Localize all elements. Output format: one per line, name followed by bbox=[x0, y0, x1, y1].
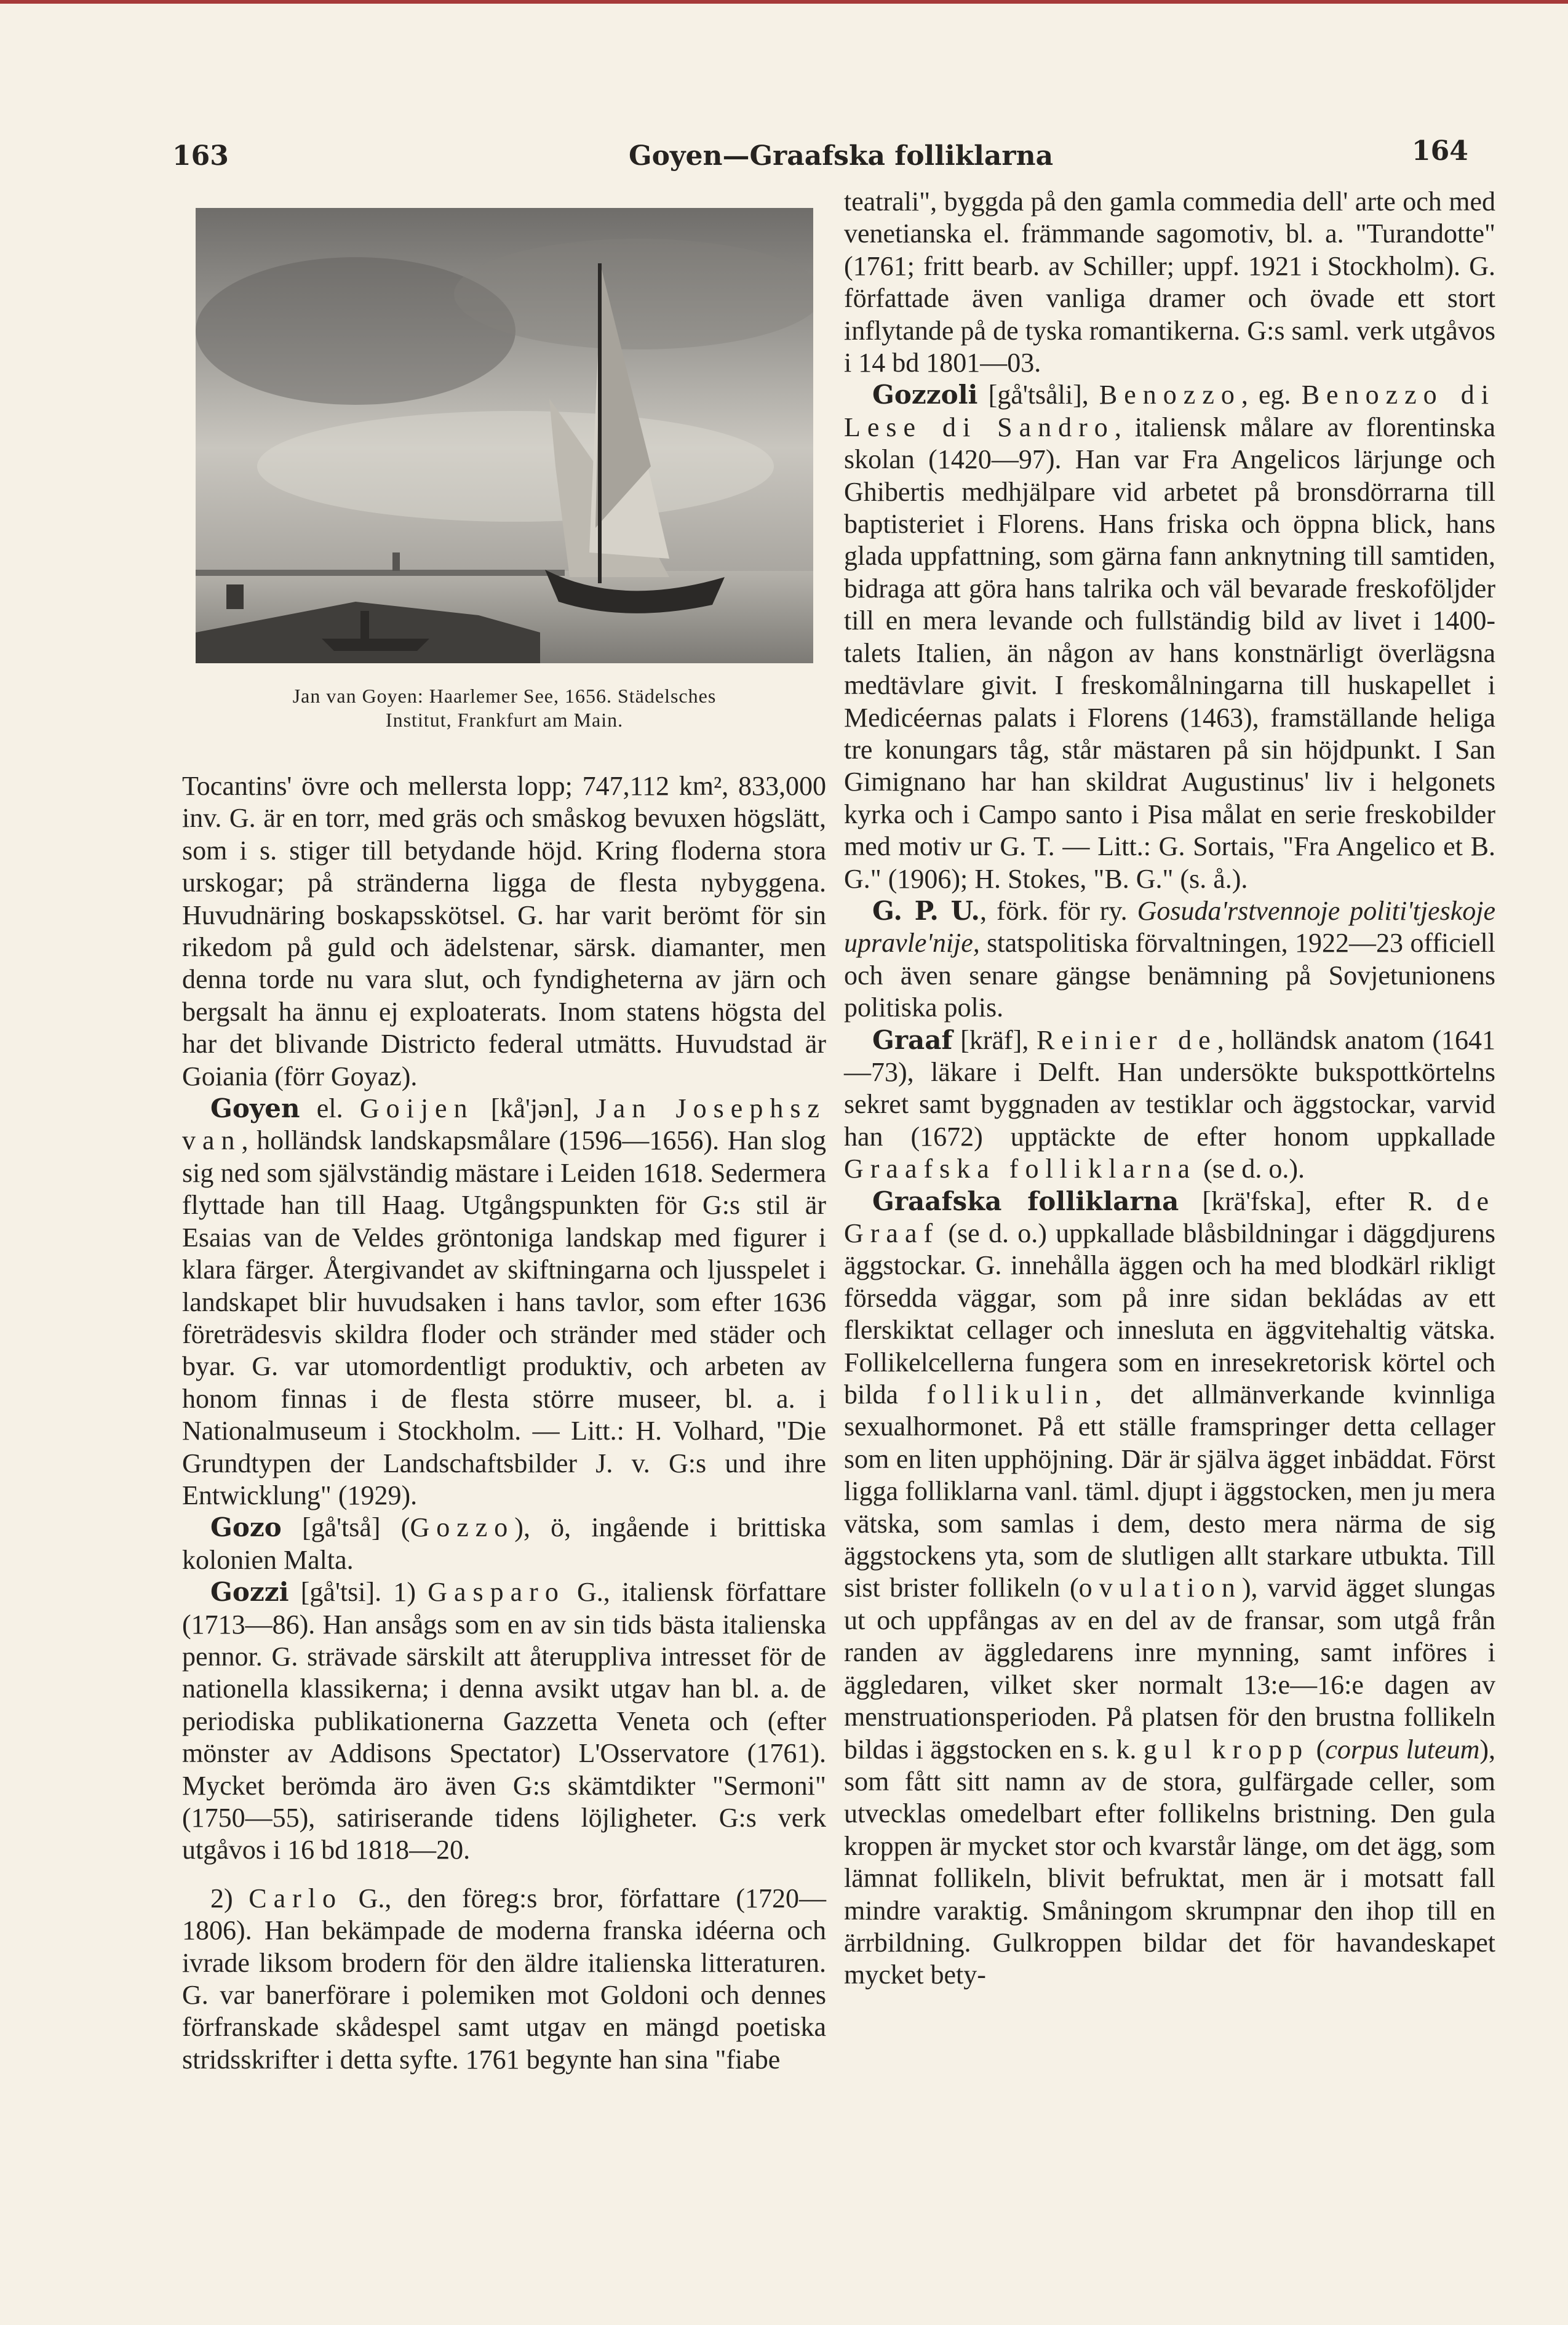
entry-text: , holländsk anatom (1641—73), läkare i Delft. Han undersökte bukspottkörtelns sekret samt byggnaden av testiklar och äggstockar, varvid han (1672) upptäckte de efter honom uppkallade bbox=[844, 1024, 1496, 1152]
entry-paragraph bbox=[182, 1576, 826, 1867]
entry-text: [gå'tsåli], bbox=[977, 380, 1099, 410]
page-top-border bbox=[0, 0, 1568, 4]
spaced-name: Benozzo bbox=[1099, 380, 1241, 410]
spaced-name: Jan Josephsz van bbox=[182, 1093, 826, 1156]
entry-text: [kräf], bbox=[952, 1024, 1037, 1055]
caption-line-1: Jan van Goyen: Haarlemer See, 1656. Städelsches bbox=[292, 685, 717, 707]
entry-paragraph bbox=[844, 379, 1495, 895]
spaced-name: follikulin bbox=[926, 1379, 1096, 1410]
entry-text: Tocantins' övre och mellersta lopp; 747,112 km², 833,000 inv. G. är en torr, med gräs och småskog bevuxen högslätt, som i s. stiger till betydande höjd. Kring floderna stora urskogar; på stränderna ligga de flesta nybyggena. Huvudnäring boskapsskötsel. G. har varit berömt för sin rikedom på guld och ädelstenar, särsk. diamanter, men denna torde nu vara slut, och fyndigheterna av järn och bergsalt ha ännu ej exploaterats. Inom statens högsta del har det blivande Districto federal utmätts. Huvudstad är Goiania (förr Goyaz). bbox=[182, 771, 826, 1091]
headword: Graaf bbox=[872, 1024, 953, 1055]
spaced-name: Benozzo di Lese di Sandro bbox=[844, 380, 1495, 442]
page-number-right: 164 bbox=[1412, 135, 1468, 167]
headword: Gozo bbox=[210, 1512, 282, 1543]
left-text-column bbox=[182, 770, 826, 2076]
entry-paragraph bbox=[844, 1186, 1495, 1992]
entry-text: ), som fått sitt namn av de stora, gulfärgade celler, som utvecklas omedelbart efter follikelns bristning. Den gula kroppen är mycket stor och kvarstår länge, om det ägg, som lämnat follikeln, blivit befruktat, men är i motsatt fall mindre varaktig. Småningom skrumpnar den ihop till en ärrbildning. Gulkroppen bildar det för havandeskapet mycket bety- bbox=[844, 1734, 1495, 1990]
spaced-name: Gasparo bbox=[428, 1577, 565, 1608]
entry-text: , förk. för ry. bbox=[980, 895, 1137, 926]
entry-text: ), ö, ingående i brittiska kolonien Malta. bbox=[182, 1512, 826, 1575]
spaced-name: Carlo bbox=[249, 1883, 343, 1913]
entry-paragraph bbox=[844, 186, 1495, 379]
entry-paragraph bbox=[182, 770, 826, 1093]
headword: Gozzoli bbox=[872, 380, 978, 410]
spaced-name: gul kropp bbox=[1143, 1734, 1310, 1765]
painting-sailboat bbox=[196, 208, 813, 663]
entry-paragraph bbox=[182, 1883, 826, 2076]
entry-paragraph bbox=[182, 1512, 826, 1576]
headword: Gozzi bbox=[210, 1577, 289, 1608]
entry-text: G., den föreg:s bror, författare (1720—1806). Han bekämpade de moderna franska idéerna och ivrade liksom brodern för den äldre italienska litteraturen. G. var banerförare i polemiken mot Goldoni och dennes förfranskade skådespel samt utgav en mängd poetiska stridsskrifter i detta syfte. 1761 begynte han sina "fiabe bbox=[182, 1883, 827, 2075]
figure-painting bbox=[196, 208, 813, 663]
entry-text: 2) bbox=[210, 1883, 249, 1913]
spaced-name: Gozzo bbox=[410, 1512, 515, 1543]
spaced-name: Graafska folliklarna bbox=[844, 1154, 1197, 1184]
entry-paragraph bbox=[182, 1093, 826, 1512]
entry-text: G., italiensk författare (1713—86). Han ansågs som en av sin tids bästa italienska pennor. G. strävade särskilt att återuppliva intresset för de nationella klassikerna; i denna avsikt utgav han bl. a. de periodiska publikationerna Gazzetta Veneta och (efter mönster av Addisons Spectator) L'Osservatore (1761). Mycket berömda äro även G:s skämtdikter "Sermoni" (1750—55), satiriserande tidens löjligheter. G:s verk utgåvos i 16 bd 1818—20. bbox=[182, 1577, 826, 1865]
entry-text: ), varvid ägget slungas ut och uppfångas av en del av de fransar, som utgå från randen av äggledarens inre mynning, samt införes i äggledaren, vilket sker normalt 13:e—16:e dagen av menstruationsperioden. På platsen för den brustna follikeln bildas i äggstocken en s. k. bbox=[844, 1573, 1495, 1765]
entry-text: [gå'tsi]. 1) bbox=[289, 1577, 428, 1608]
italic-term: corpus luteum bbox=[1325, 1734, 1480, 1765]
spaced-name: Goijen bbox=[359, 1093, 474, 1124]
spaced-name: ovulation bbox=[1078, 1573, 1242, 1603]
headword: Graafska folliklarna bbox=[872, 1186, 1179, 1216]
italic-term: Gosuda'rstvennoje politi'tjeskoje upravle'nije, bbox=[844, 895, 1495, 959]
entry-text: [gå'tså] ( bbox=[281, 1512, 410, 1543]
right-text-column bbox=[844, 186, 1495, 1992]
caption-line-2: Institut, Frankfurt am Main. bbox=[385, 709, 624, 731]
figure-caption bbox=[197, 684, 812, 732]
spaced-name: de Graaf bbox=[844, 1186, 1495, 1248]
entry-paragraph bbox=[844, 1024, 1495, 1186]
spaced-name: Reinier de bbox=[1037, 1024, 1217, 1055]
entry-text: (se d. o.). bbox=[1196, 1154, 1305, 1184]
entry-text: teatrali", byggda på den gamla commedia dell' arte och med venetianska el. främmande sagomotiv, bl. a. "Turandotte" (1761; fritt bearb. av Schiller; uppf. 1921 i Stockholm). G. författade även vanliga dramer och övade ett stort inflytande på de tyska romantikerna. G:s saml. verk utgåvos i 14 bd 1801—03. bbox=[844, 186, 1495, 378]
headword: Goyen bbox=[210, 1093, 300, 1124]
entry-text: el. bbox=[300, 1093, 360, 1124]
entry-text: , eg. bbox=[1241, 380, 1302, 410]
entry-text: statspolitiska förvaltningen, 1922—23 officiell och även senare gängse benämning på Sovjetunionens politiska polis. bbox=[844, 928, 1495, 1023]
entry-text: (se d. o.) uppkallade blåsbildningar i däggdjurens äggstockar. G. innehålla äggen och ha med blodkärl rikligt försedda väggar, som på inre sidan bekládas av ett flerskiktat cellager och innesluta en äggvitehaltig vätska. Follikelcellerna fungera som en inresekretorisk körtel och bilda bbox=[844, 1218, 1495, 1410]
entry-text: , holländsk landskapsmålare (1596—1656). Han slog sig ned som självständig mästare i Leiden 1618. Sedermera flyttade han till Haag. Utgångspunkten för G:s stil är Esaias van de Veldes gröntoniga landskap med figurer i klara färger. Återgivandet av skiftningarna och ljusspelet i landskapet blir huvudsaken i hans tavlor, som efter 1636 företrädesvis skildra floder och stränder med städer och byar. G. var utomordentligt produktiv, och arbeten av honom finnas i de flesta större museer, bl. a. i Nationalmuseum i Stockholm. — Litt.: H. Volhard, "Die Grundtypen der Landschaftsbilder J. v. G:s und ihre Entwicklung" (1929). bbox=[182, 1125, 826, 1510]
entry-text: , det allmänverkande kvinnliga sexualhormonet. På ett ställe framspringer detta cellager som en liten upphöjning. Där är själva ägget inbäddat. Först ligga folliklarna vanl. täml. djupt i äggstocken, men ju mera vätska, som samlas i dem, desto mera närma de sig äggstockens yta, som de slutligen allt starkare utbukta. Till sist brister follikeln ( bbox=[844, 1379, 1495, 1603]
entry-text: , italiensk målare av florentinska skolan (1420—97). Han var Fra Angelicos lärjunge och Ghibertis medhjälpare vid arbetet på bronsdörrarna till baptisteriet i Florens. Hans friska och öppna blick, hans glada uppfattning, som gärna fann anknytning till samtiden, bidraga att göra hans talrika och väl bevarade freskoföljder till en mera levande och fullständig bild av livet i 1400-talets Italien, än någon av hans konstnärligt överlägsna medtävlare givit. I freskomålningarna till huskapellet i Medicéernas palats i Florens (1463), framställande heliga tre konungars tåg, står mästaren på sin höjdpunkt. I San Gimignano har han skildrat Augustinus' liv i helgonets kyrka och i Campo santo i Pisa målat en serie freskobilder med motiv ur G. T. — Litt.: G. Sortais, "Fra Angelico et B. G." (1906); H. Stokes, "B. G." (s. å.). bbox=[844, 412, 1496, 894]
entry-text: [kå'jən], bbox=[474, 1093, 596, 1124]
headword: G. P. U. bbox=[872, 895, 980, 926]
entry-text: ( bbox=[1309, 1734, 1326, 1765]
page-number-left: 163 bbox=[172, 140, 229, 172]
entry-text: [krä'fska], efter R. bbox=[1179, 1186, 1457, 1216]
running-header: Goyen—Graafska folliklarna bbox=[629, 140, 1054, 172]
entry-paragraph bbox=[844, 895, 1495, 1024]
